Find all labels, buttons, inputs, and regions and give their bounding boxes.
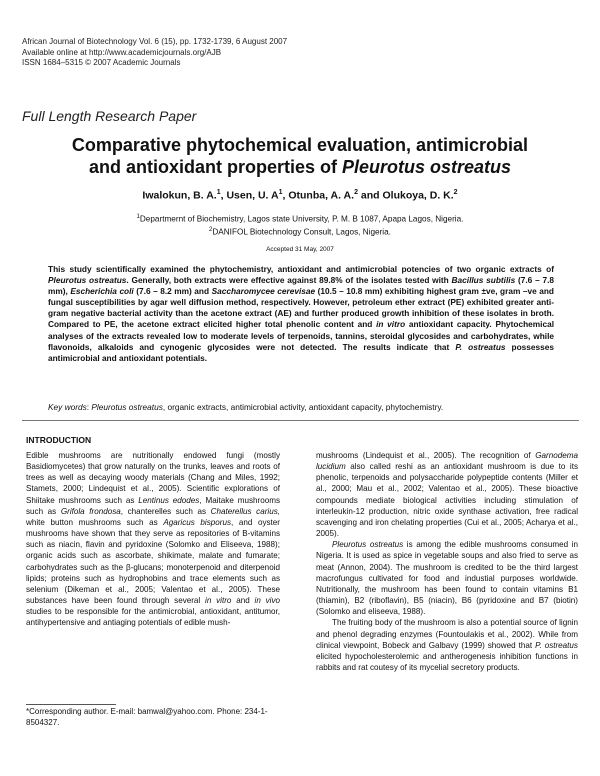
- italic-text: Garnodema lucidium: [316, 451, 578, 472]
- italic-text: Grifola frondosa: [60, 506, 121, 516]
- italic-text: P. ostreatus: [535, 640, 578, 650]
- italic-text: P. ostreatus: [455, 341, 506, 352]
- abstract: [48, 264, 554, 364]
- paper-type: Full Length Research Paper: [22, 108, 197, 124]
- paragraph: [26, 450, 280, 629]
- text-run: is among the edible mushrooms consumed in Nigeria. It is used as spice in vegetable soups and also fried to serve as meat (Annon, 2004). The mushroom is credited to be the third largest macrofungus cultivated for food and industial purposes worldwide. Nutritionally, the mushroom has been found to contain vitamins B1 (thiamin), B2 (riboflavin), B5 (niacin), B6 (pyridoxine and B7 (biotin) (Solomko and eliseeva, 1988).: [316, 540, 579, 617]
- text-run: white button mushrooms such as: [26, 517, 164, 527]
- italic-text: Agaricus bisporus: [163, 517, 231, 527]
- italic-text: Chaterellus carius,: [210, 506, 280, 516]
- italic-text: Lentinus edodes: [138, 495, 200, 505]
- italic-text: Saccharomycee cerevisae: [211, 286, 316, 297]
- affiliation: [20, 225, 580, 238]
- text-run: (7.6 – 7.8 mm),: [48, 275, 554, 297]
- footnote-divider: [26, 704, 116, 705]
- keywords-label: Key words: [48, 402, 87, 412]
- text-run: , and oyster mushrooms have shown that they serve as repositories of B-vitamins such as niacin, flavin and pyridoxine (Solomko and Eliseeva, 1988); organic acids such as ascorbate, shikimate, malate and fumarate; carbohydrates such as the β-glucans; monoterpenoid and diterpenoid lipids; proteins such as hydrophobins and trace elements such as selenium (Dikeman et al., 2005; Valentao et al., 2005). These substances have been found through several: [26, 517, 280, 606]
- author-separator: and: [357, 189, 383, 202]
- text-run: (7.6 – 8.2 mm) and: [133, 286, 212, 297]
- author-affiliation-mark: 2: [453, 189, 458, 196]
- italic-text: Pleurotus ostreatus: [91, 402, 163, 412]
- italic-text: Pleurotus ostreatus: [332, 540, 404, 550]
- affiliation-mark: 2: [209, 227, 213, 234]
- text-run: Edible mushrooms are nutritionally endowed fungi (mostly Basidiomycetes) that grow naturally on the trunks, leaves and roots of trees as well as decaying woody materials (Chang and Miles, 1992; Stamets, 2000; Lindequist et al., 2005). Scientific explorations of Shiitake mushrooms such as: [26, 451, 280, 505]
- journal-header: [22, 37, 287, 69]
- affiliation-mark: 1: [136, 214, 140, 220]
- author-separator: ,: [282, 189, 289, 202]
- author-name: Iwalokun, B. A.: [142, 189, 217, 202]
- affiliation-text: DANIFOL Biotechnology Consult, Lagos, Nigeria.: [212, 227, 391, 237]
- keywords: [48, 402, 554, 413]
- author-separator: ,: [220, 189, 227, 202]
- italic-text: Bacillus subtilis: [451, 275, 516, 286]
- journal-issn: ISSN 1684–5315 © 2007 Academic Journals: [22, 58, 181, 67]
- body-column-left: [26, 450, 280, 629]
- author-affiliation-mark: 1: [278, 189, 283, 196]
- paragraph: [316, 450, 578, 539]
- text-run: also called reshi as an antioxidant mushroom is due to its phenolic, terpenoids and polysaccharide polypeptide contents (Miller et al., 2000; Mau et al., 2002; Valentao et al., 2005). These bioactive compounds mediate biological activities including stimulation of interleukin-12 production, nitric oxide synthase activation, free radical scavenging and iron chelating properties (Cui et al., 2005; Acharya et al., 2005).: [316, 462, 578, 539]
- affiliations: [20, 212, 580, 238]
- paragraph: [316, 539, 578, 617]
- footnote: *Corresponding author. E-mail: bamwal@yahoo.com. Phone: 234-1-8504327.: [26, 707, 268, 727]
- author-name: Usen, U. A: [226, 189, 279, 202]
- text-run: , Maitake mushrooms such as: [26, 495, 280, 516]
- title-species: Pleurotus ostreatus: [341, 157, 512, 177]
- text-run: :: [86, 402, 92, 412]
- title-line-2: [20, 156, 580, 178]
- text-run: antioxidant capacity. Phytochemical analyses of the extracts revealed low to moderate levels of terpenoids, tannins, steroidal glycosides and carbohydrates, while flavonoids, alkaloids and cynogenic glycosides were not detected. The results indicate that: [48, 319, 555, 352]
- text-run: , organic extracts, antimicrobial activity, antioxidant capacity, phytochemistry.: [162, 402, 444, 412]
- section-divider: [22, 420, 579, 421]
- text-run: , chanterelles such as: [120, 506, 211, 516]
- text-run: . Generally, both extracts were effective against 89.8% of the isolates tested with: [126, 275, 452, 286]
- keywords-list: [87, 402, 443, 412]
- italic-text: in vivo: [254, 596, 280, 606]
- text-run: The fruiting body of the mushroom is also a potential source of lignin and phenol degrading enzymes (Fountoulakis et al., 2002). While from clinical viewpoint, Bobeck and Galbavy (1999) showed that: [316, 618, 578, 650]
- author-affiliation-mark: 1: [216, 189, 221, 196]
- paper-title: [20, 134, 580, 178]
- paragraph: [316, 617, 578, 673]
- author-name: Otunba, A. A.: [288, 189, 355, 202]
- affiliation: [20, 212, 580, 225]
- title-line-2-plain: and antioxidant properties of: [88, 157, 342, 177]
- journal-citation: African Journal of Biotechnology Vol. 6 (15), pp. 1732-1739, 6 August 2007: [22, 37, 288, 46]
- body-column-right: [316, 450, 578, 673]
- title-line-1: Comparative phytochemical evaluation, antimicrobial: [71, 135, 529, 155]
- author-affiliation-mark: 2: [354, 189, 358, 196]
- text-run: and: [231, 596, 255, 606]
- text-run: studies to be responsible for the antimicrobial, antioxidant, antitumor, antihypertensive and antiaging potentials of edible mush-: [26, 607, 280, 628]
- text-run: possesses antimicrobial and antioxidant potentials.: [48, 341, 554, 363]
- author-name: Olukoya, D. K.: [382, 189, 454, 202]
- italic-text: in vitro: [376, 319, 406, 330]
- affiliation-text: Departmernt of Biochemistry, Lagos state University, P. M. B 1087, Apapa Lagos, Nigeria.: [139, 214, 464, 224]
- italic-text: in vitro: [205, 596, 232, 606]
- introduction-heading: INTRODUCTION: [26, 435, 92, 445]
- text-run: elicited hypocholesterolemic and antherogenesis inhibition functions in rabbits and rat coutesy of its mycelial secretory products.: [316, 651, 578, 672]
- italic-text: Pleurotus ostreatus: [48, 275, 127, 286]
- journal-availability[interactable]: Available online at http://www.academicjournals.org/AJB: [22, 47, 222, 57]
- text-run: (10.5 – 10.8 mm) exhibiting highest gram ±ve, gram –ve and fungal susceptibilities by agar well diffusion method, respectively. However, petroleum ether extract (PE) exhibited greater anti-gram negative bacterial activity than the acetone extract (AE) and further produced growth inhibition of these isolates in broth. Compared to PE, the acetone extract elicited higher total phenolic content and: [48, 286, 554, 330]
- italic-text: Escherichia coli: [70, 286, 134, 297]
- text-run: This study scientifically examined the phytochemistry, antioxidant and antimicrobial potencies of two organic extracts of: [48, 264, 554, 274]
- author-list: [20, 189, 580, 202]
- accepted-date: Accepted 31 May, 2007: [266, 246, 334, 253]
- text-run: mushrooms (Lindequist et al., 2005). The recognition of: [316, 451, 536, 460]
